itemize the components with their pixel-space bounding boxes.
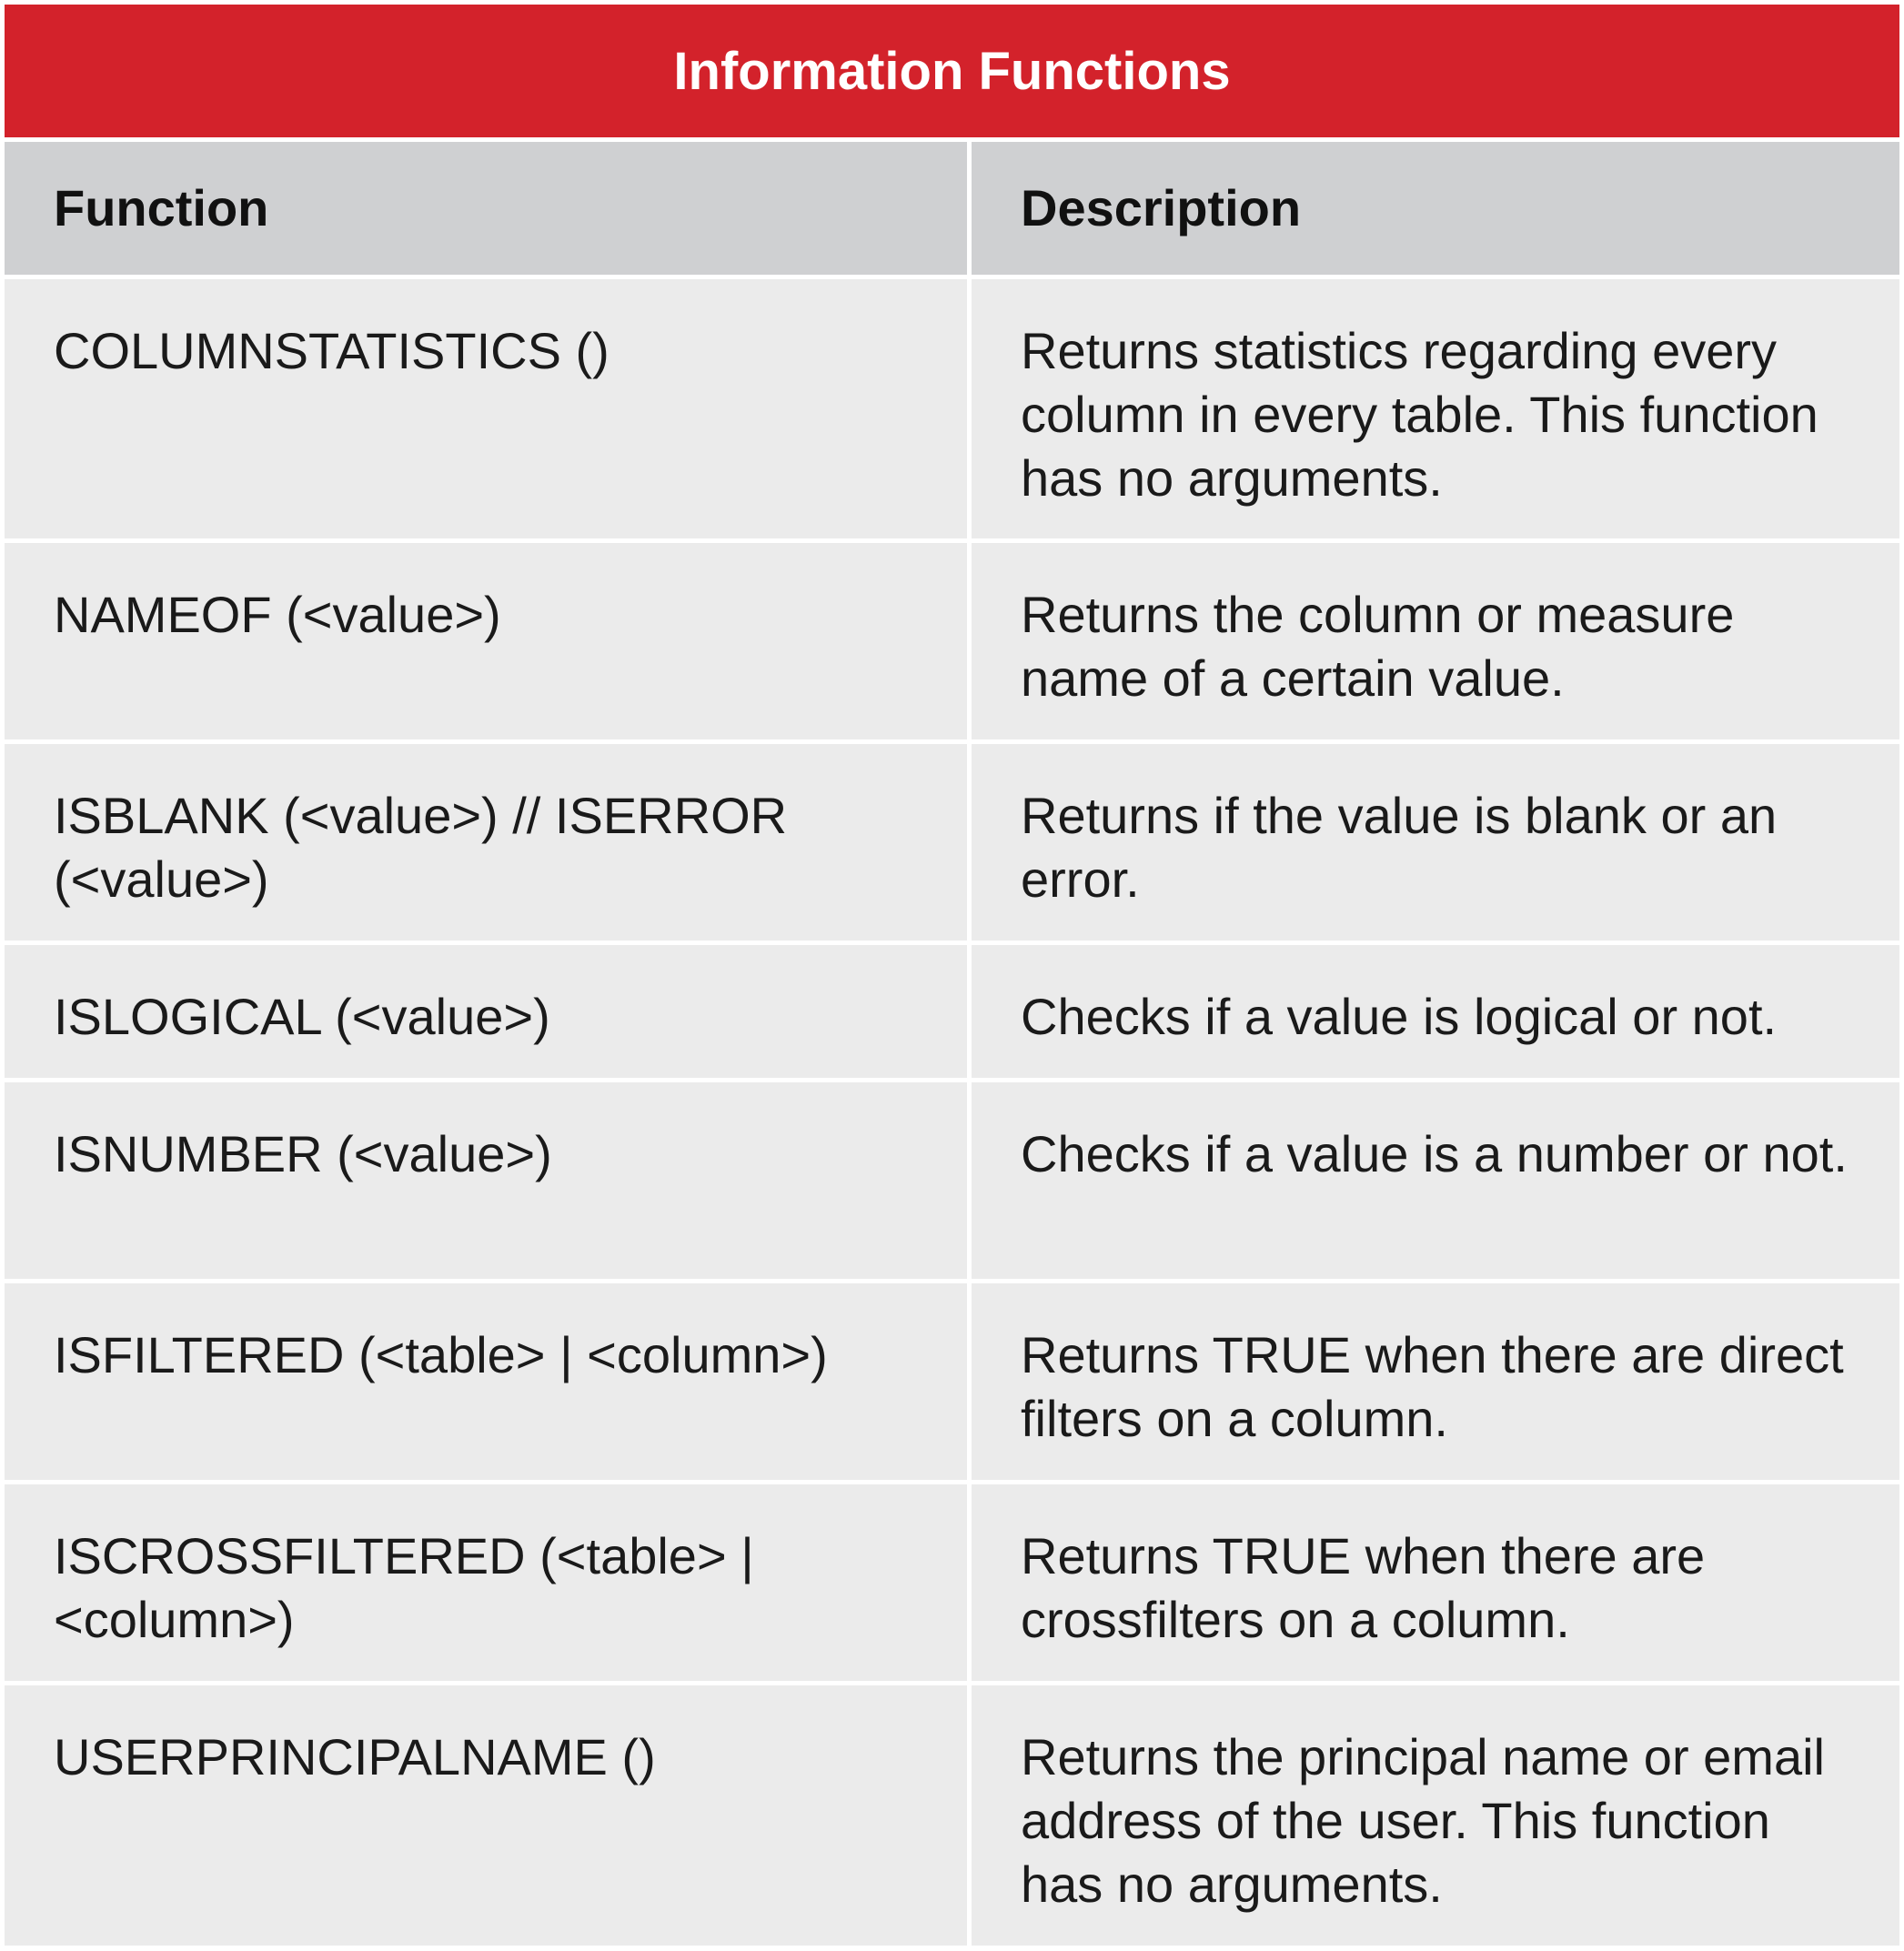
table-row [5, 1484, 1899, 1681]
function-cell: ISNUMBER (<value>) [5, 1082, 967, 1279]
table-row [5, 744, 1899, 940]
description-cell: Returns statistics regarding every column in every table. This function has no arguments. [972, 279, 1899, 538]
description-cell: Returns TRUE when there are crossfilters on a column. [972, 1484, 1899, 1681]
table-title-bar [5, 5, 1899, 137]
information-functions-table [5, 5, 1899, 1946]
function-cell: NAMEOF (<value>) [5, 543, 967, 739]
table-row [5, 1685, 1899, 1946]
description-cell: Checks if a value is a number or not. [972, 1082, 1899, 1279]
table-row [5, 279, 1899, 538]
function-cell: ISFILTERED (<table> | <column>) [5, 1283, 967, 1480]
function-cell: USERPRINCIPALNAME () [5, 1685, 967, 1946]
description-cell: Returns if the value is blank or an error. [972, 744, 1899, 940]
description-cell: Checks if a value is logical or not. [972, 945, 1899, 1078]
table-row [5, 1283, 1899, 1480]
table-title: Information Functions [673, 41, 1231, 101]
column-header-function: Function [5, 142, 967, 275]
table-row [5, 1082, 1899, 1279]
table-row [5, 543, 1899, 739]
function-cell: ISCROSSFILTERED (<table> | <column>) [5, 1484, 967, 1681]
description-cell: Returns TRUE when there are direct filters on a column. [972, 1283, 1899, 1480]
table-header-row [5, 142, 1899, 275]
table-row [5, 945, 1899, 1078]
description-cell: Returns the column or measure name of a certain value. [972, 543, 1899, 739]
function-cell: ISLOGICAL (<value>) [5, 945, 967, 1078]
function-cell: COLUMNSTATISTICS () [5, 279, 967, 538]
column-header-description: Description [972, 142, 1899, 275]
description-cell: Returns the principal name or email address of the user. This function has no arguments. [972, 1685, 1899, 1946]
function-cell: ISBLANK (<value>) // ISERROR (<value>) [5, 744, 967, 940]
